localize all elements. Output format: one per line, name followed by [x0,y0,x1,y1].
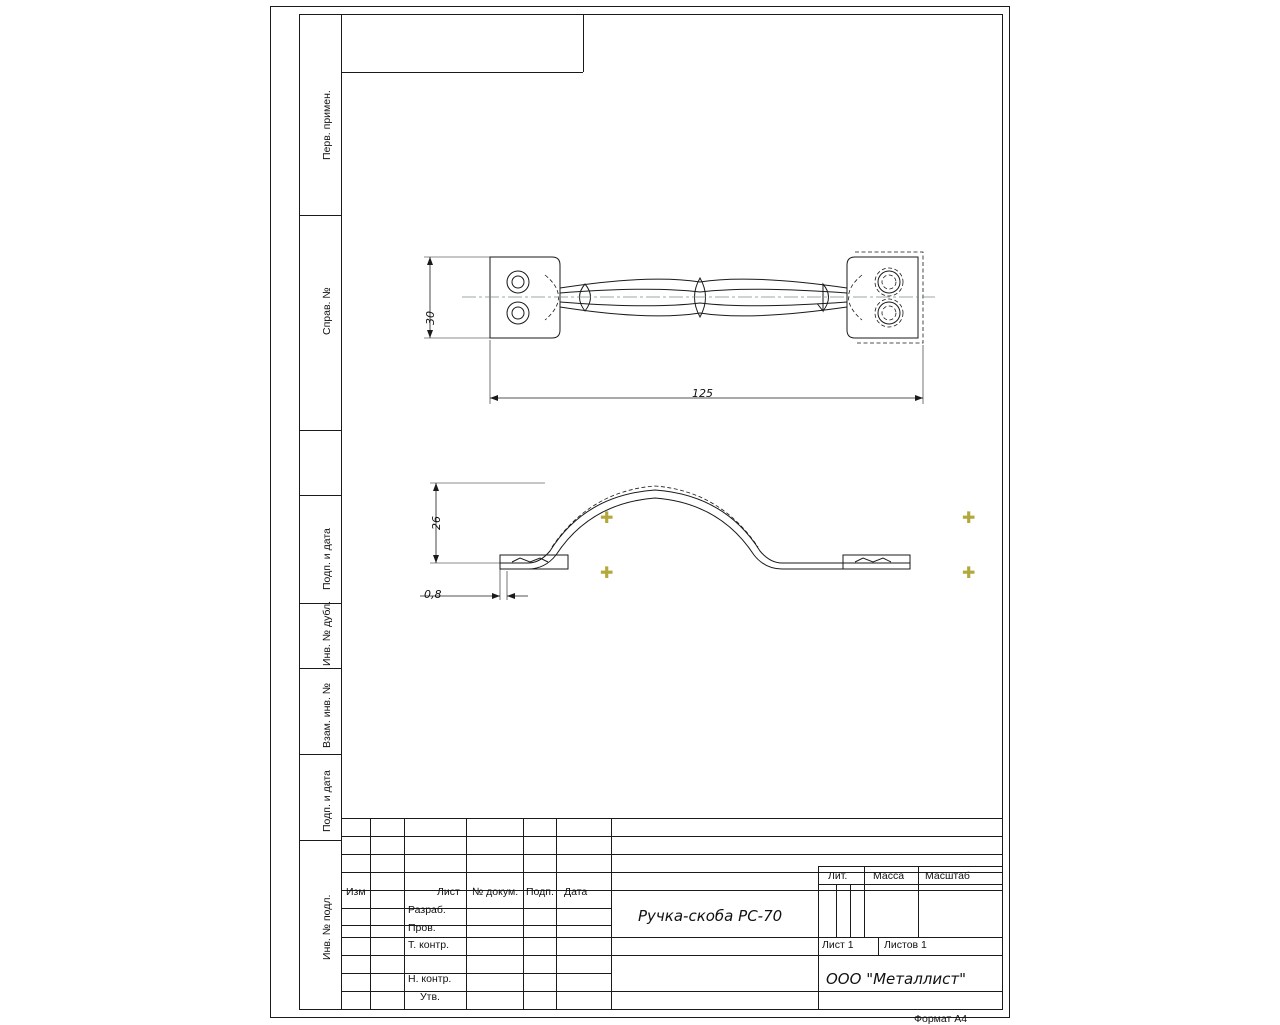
tb-vline-4 [523,818,524,1010]
crosshair-marker-2: ✚ [600,563,614,582]
tb-line-right-1 [818,884,1002,885]
tb-line-2 [341,854,1002,855]
tb-vline-3 [466,818,467,1010]
tb-role-prov: Пров. [408,922,436,934]
frame-top-inner-line [299,14,1003,15]
sheet-format: Формат А4 [914,1013,968,1025]
label-perv-primen: Перв. примен. [321,90,333,160]
tb-vline-9 [918,866,919,937]
tb-header-lit: Лит. [828,870,848,882]
tb-vline-7 [818,866,819,1010]
left-col-sep-1 [299,215,341,216]
tb-listov-1: Листов 1 [884,939,927,951]
tb-list-1: Лист 1 [822,939,854,951]
label-podp-i-data-1: Подп. и дата [321,528,333,590]
front-view-drawing [400,455,1020,635]
crosshair-marker-1: ✚ [600,508,614,527]
company-name: ООО "Металлист" [826,970,966,988]
tb-vline-12 [878,937,879,955]
tb-header-no-dokum: № докум. [472,886,519,898]
tb-vline-10 [836,884,837,937]
left-col-sep-6 [299,754,341,755]
crosshair-marker-4: ✚ [962,563,976,582]
dim-30-text: 30 [424,311,437,325]
tb-line-7 [341,937,1002,938]
tb-role-utv: Утв. [420,991,440,1003]
tb-line-top [341,818,1002,819]
label-sprav-no: Справ. № [321,287,333,335]
label-vzam-inv-no: Взам. инв. № [321,682,333,748]
tb-header-data: Дата [564,886,588,898]
frame-left-inner-line [299,14,300,1010]
top-box-right [583,14,584,72]
crosshair-marker-3: ✚ [962,508,976,527]
left-col-sep-2 [299,430,341,431]
tb-vline-8 [864,866,865,937]
left-col-sep-5 [299,668,341,669]
tb-line-9 [341,973,611,974]
tb-vline-2 [404,818,405,1010]
frame-column-divider [341,14,342,1010]
tb-header-massa: Масса [873,870,905,882]
tb-vline-6 [611,818,612,1010]
left-col-sep-4 [299,603,341,604]
drawing-title: Ручка-скоба РС-70 [638,907,783,925]
dim-26-text: 26 [430,516,443,530]
tb-line-right-top [818,866,1002,867]
tb-header-list: Лист [437,886,460,898]
tb-vline-11 [850,884,851,937]
label-podp-i-data-2: Подп. и дата [321,770,333,832]
tb-vline-1 [370,818,371,1010]
label-inv-no-podl: Инв. № подл. [321,894,333,960]
left-col-sep-3 [299,495,341,496]
top-view-drawing [400,230,1020,430]
left-col-sep-7 [299,840,341,841]
dim-125-text: 125 [692,387,713,400]
tb-role-razrab: Разраб. [408,904,446,916]
tb-role-n-kontr: Н. контр. [408,973,452,985]
tb-header-podp: Подп. [526,886,554,898]
tb-vline-5 [556,818,557,1010]
tb-header-masshtab: Масштаб [925,870,970,882]
dim-0-8-text: 0,8 [424,588,442,601]
label-inv-no-dubl: Инв. № дубл. [321,600,333,666]
tb-role-t-kontr: Т. контр. [408,939,450,951]
tb-line-1 [341,836,1002,837]
tb-header-izm: Изм [346,886,366,898]
tb-line-6 [341,925,611,926]
tb-line-10 [341,991,1002,992]
tb-line-8 [341,955,1002,956]
tb-line-5 [341,908,611,909]
top-box-bottom [341,72,583,73]
